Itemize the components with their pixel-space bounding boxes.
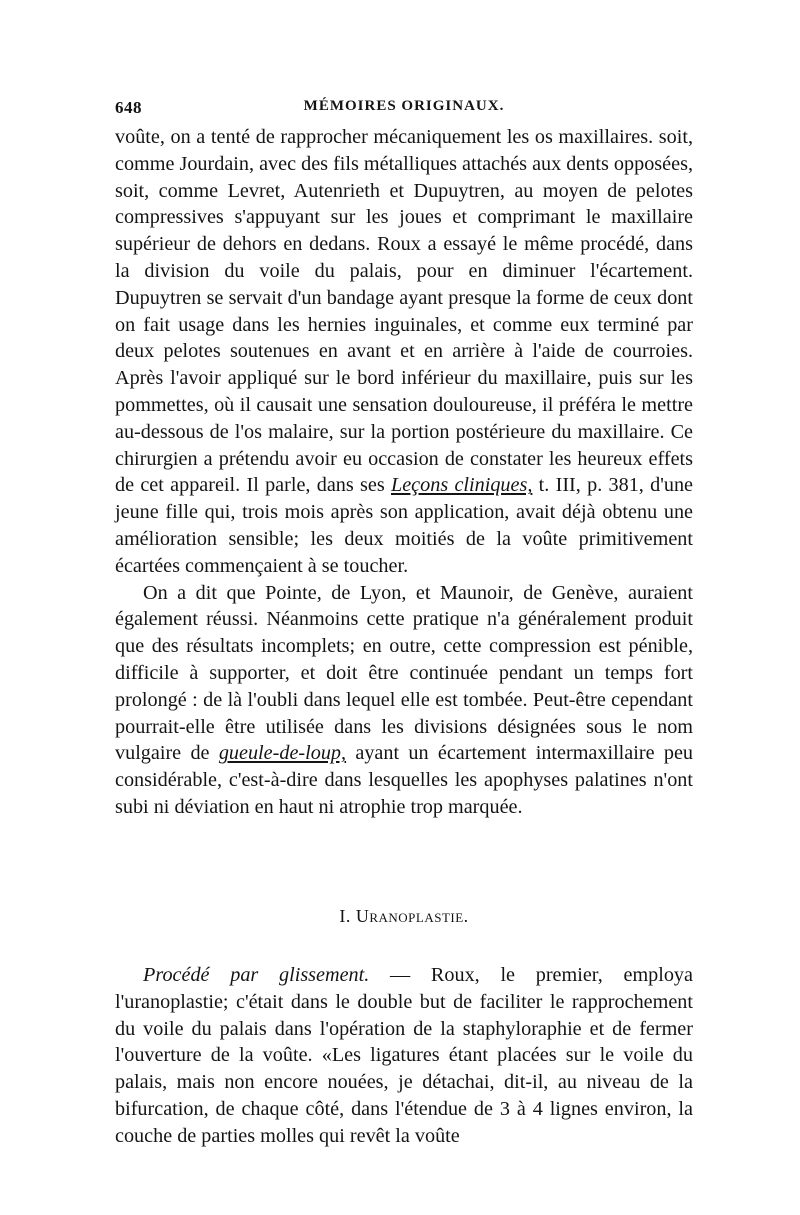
- paragraph-3: [115, 962, 693, 1150]
- paragraph-2-italic: gueule-de-loup,: [218, 742, 347, 765]
- section-heading: [115, 906, 693, 927]
- paragraph-3-italic: Procédé par glissement.: [143, 964, 370, 986]
- paragraph-1-text-b: t. III, p. 381, d'une jeune fille qui, trois mois après son application, avait déjà obtenu une amélioration sensible; les deux moitiés de la voûte primitivement écartées commençaient à se toucher.: [115, 474, 693, 577]
- paragraph-2-text-b: ayant un écartement intermaxillaire peu considérable, c'est-à-dire dans lesquelles les apophyses palatines n'ont subi ni déviation en haut ni atrophie trop marquée.: [115, 742, 693, 818]
- paragraph-1: [115, 124, 693, 580]
- page-header: [115, 92, 693, 118]
- paragraph-1-italic: Leçons cliniques,: [390, 474, 533, 497]
- body-text-bottom: [115, 962, 693, 1150]
- paragraph-3-text: — Roux, le premier, employa l'uranoplastie; c'était dans le double but de faciliter le rapprochement du voile du palais dans l'opération de la staphyloraphie et de fermer l'ouverture de la voûte. «Les ligatures étant placées sur le voile du palais, mais non encore nouées, je détachai, dit-il, au niveau de la bifurcation, de chaque côté, dans l'étendue de 3 à 4 lignes environ, la couche de parties molles qui revêt la voûte: [115, 964, 693, 1147]
- page-number: 648: [115, 98, 142, 117]
- body-text-top: [115, 124, 693, 821]
- paragraph-2-text-a: On a dit que Pointe, de Lyon, et Maunoir, de Genève, auraient également réussi. Néanmoins cette pratique n'a généralement produit que des résultats incomplets; en outre, cette compression est pénible, difficile à supporter, et doit être continuée pendant un temps fort prolongé : de là l'oubli dans lequel elle est tombée. Peut-être cependant pourrait-elle être utilisée dans les divisions désignées sous le nom vulgaire de: [115, 581, 693, 765]
- section-number: I.: [339, 906, 351, 926]
- paragraph-1-text-a: voûte, on a tenté de rapprocher mécaniquement les os maxillaires. soit, comme Jourdain, avec des fils métalliques attachés aux dents opposées, soit, comme Levret, Autenrieth et Dupuytren, au moyen de pelotes compressives s'appuyant sur les joues et comprimant le maxillaire supérieur de dehors en dedans. Roux a essayé le même procédé, dans la division du voile du palais, pour en diminuer l'écartement. Dupuytren se servait d'un bandage ayant presque la forme de ceux dont on fait usage dans les hernies inguinales, et comme eux terminé par deux pelotes soutenues en avant et en arrière à l'aide de courroies. Après l'avoir appliqué sur le bord inférieur du maxillaire, puis sur les pommettes, où il causait une sensation douloureuse, il préféra le mettre au-dessous de l'os malaire, sur la portion postérieure du maxillaire. Ce chirurgien a prétendu avoir eu occasion de constater les heureux effets de cet appareil. Il parle, dans ses: [115, 126, 693, 497]
- paragraph-2: [115, 580, 693, 821]
- running-title: MÉMOIRES ORIGINAUX.: [303, 98, 505, 114]
- section-title: Uranoplastie.: [355, 906, 469, 926]
